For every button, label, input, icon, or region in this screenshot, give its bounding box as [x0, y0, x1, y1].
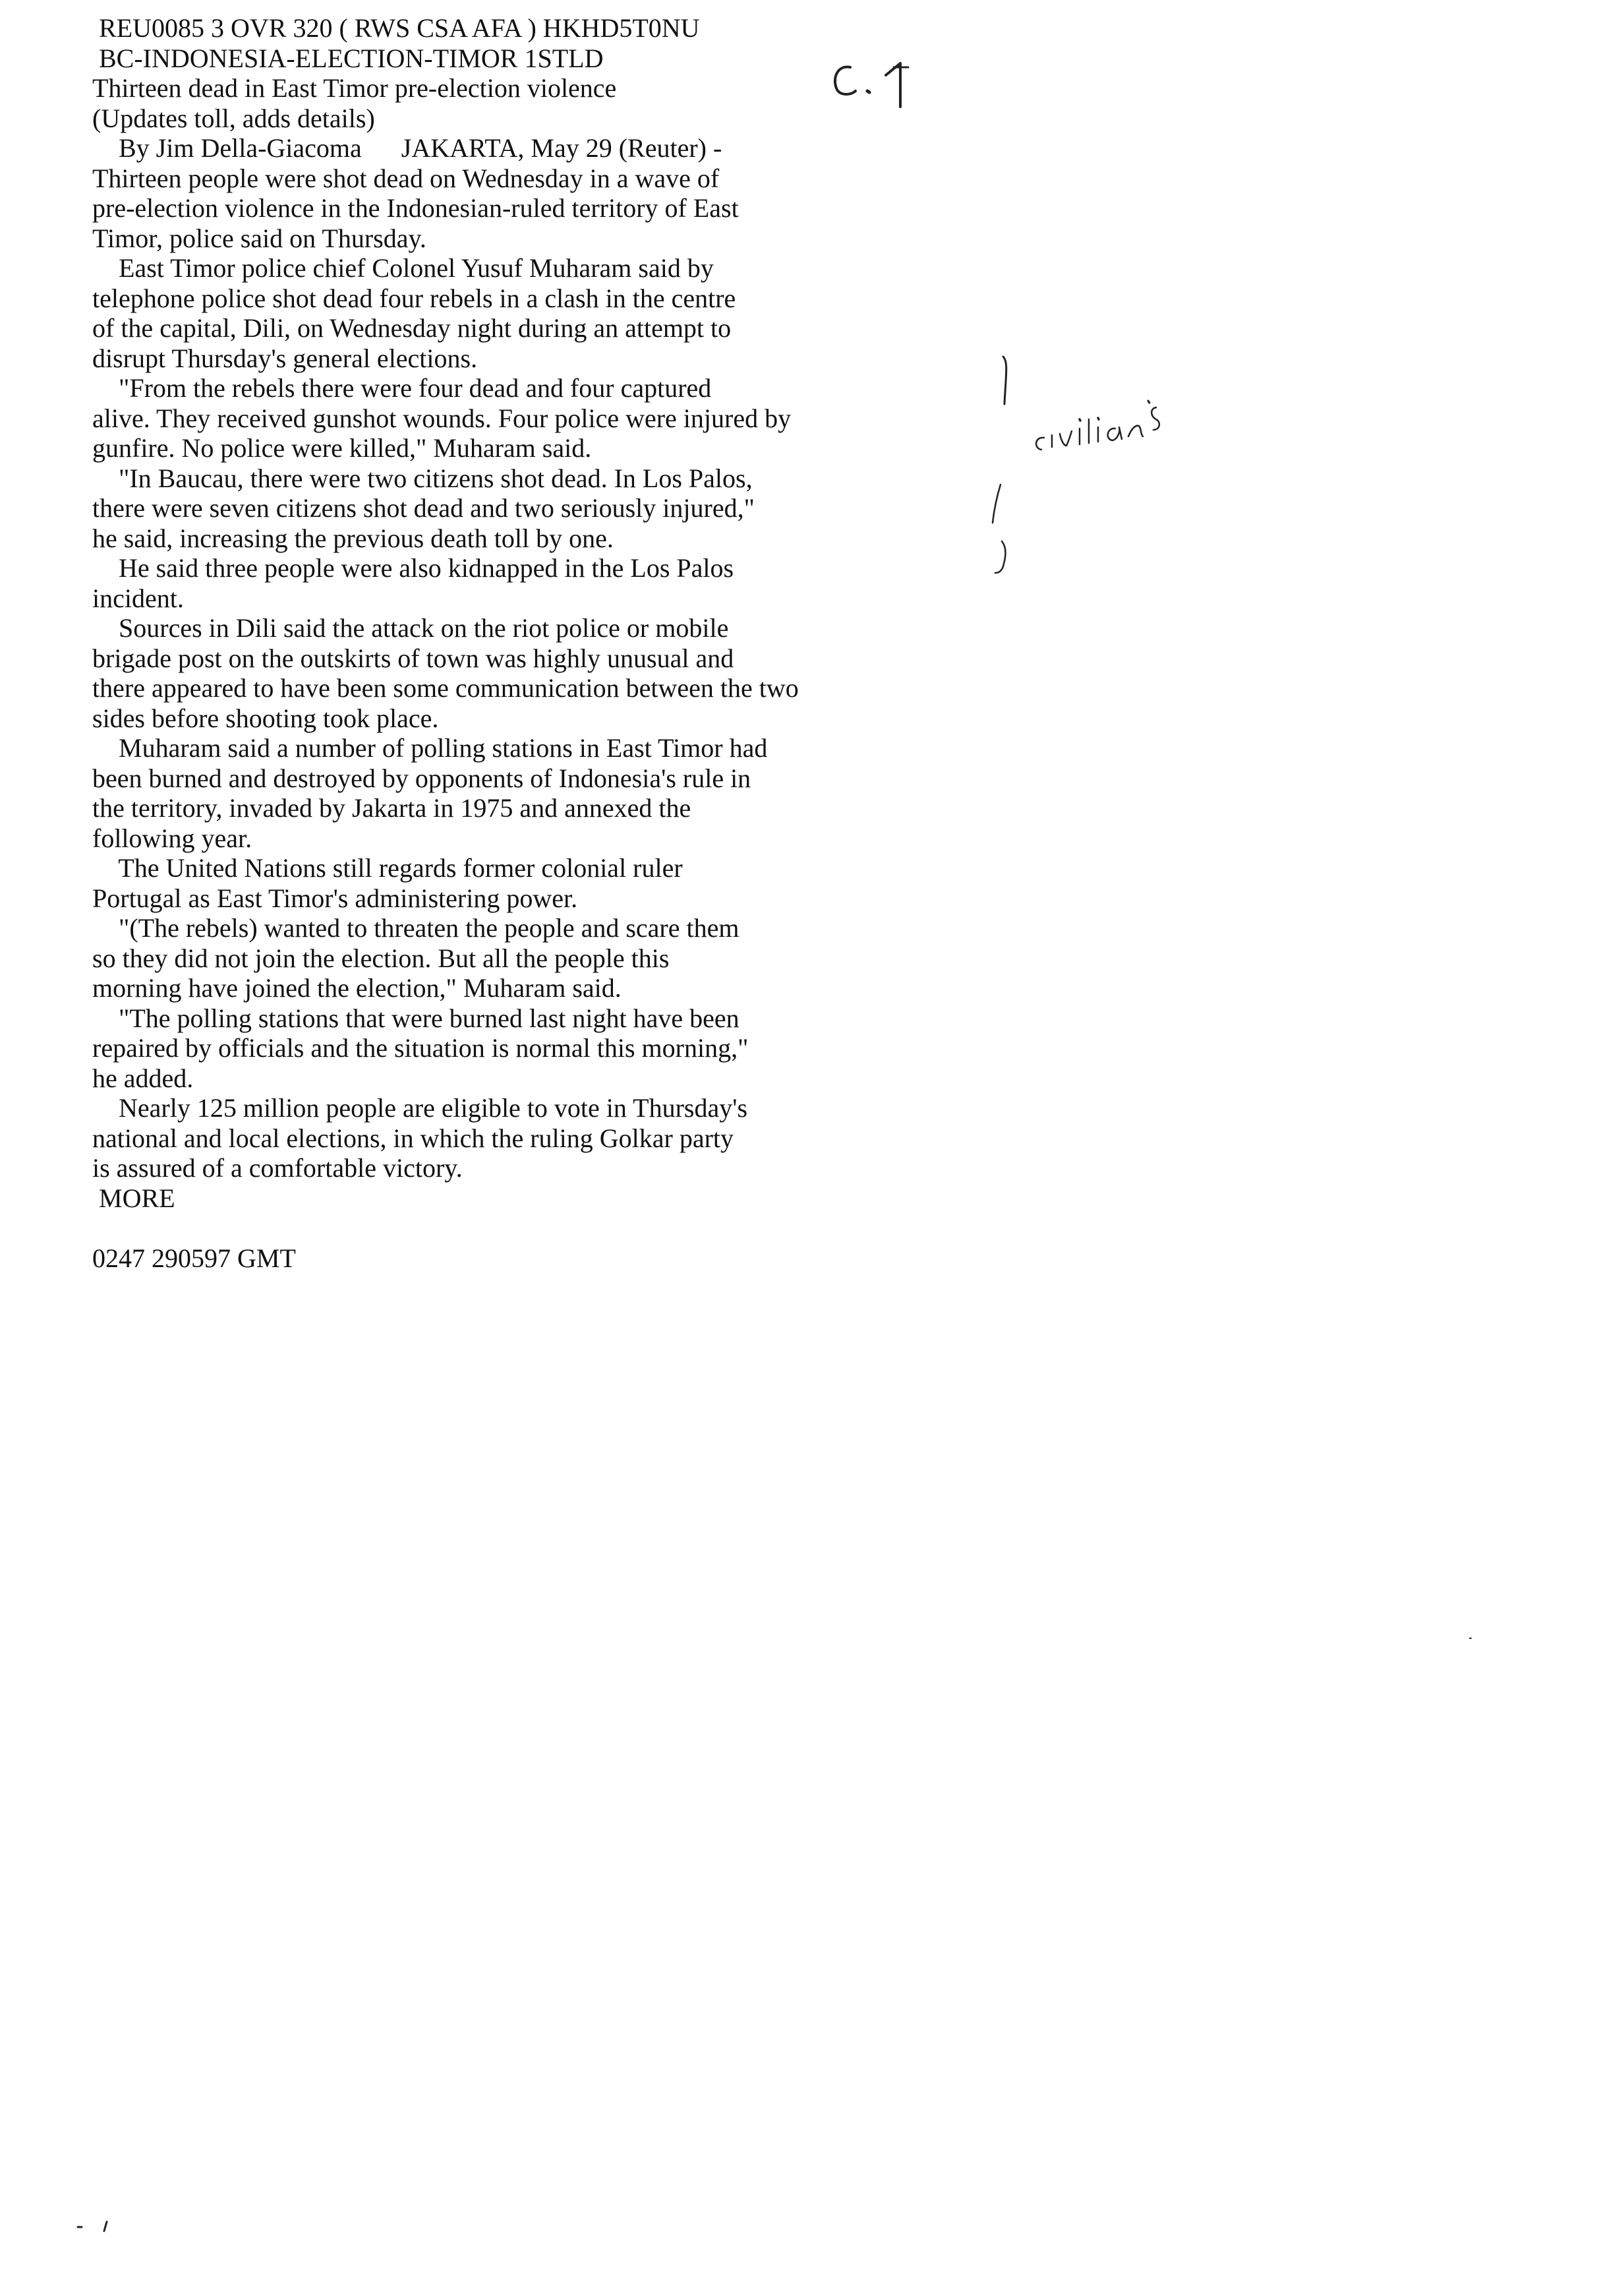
body-line: brigade post on the outskirts of town was highly unusual and — [92, 643, 734, 673]
headline: Thirteen dead in East Timor pre-election violence — [92, 73, 617, 103]
body-line: morning have joined the election," Muharam said. — [92, 973, 622, 1003]
body-line: is assured of a comfortable victory. — [92, 1153, 463, 1183]
handwritten-margin-note — [1028, 389, 1206, 461]
body-line: there were seven citizens shot dead and two seriously injured," — [92, 493, 755, 523]
body-line: gunfire. No police were killed," Muharam said. — [92, 433, 592, 463]
body-line: East Timor police chief Colonel Yusuf Muharam said by — [92, 253, 714, 283]
byline: By Jim Della-Giacoma JAKARTA, May 29 (Reuter) - — [92, 133, 722, 163]
body-line: Portugal as East Timor's administering power. — [92, 883, 578, 913]
slug-header-line: REU0085 3 OVR 320 ( RWS CSA AFA ) HKHD5T0NU — [92, 13, 700, 43]
wire-story-text — [92, 13, 949, 1273]
body-line: Muharam said a number of polling stations in East Timor had — [92, 733, 768, 763]
body-line: been burned and destroyed by opponents of Indonesia's rule in — [92, 763, 751, 793]
body-line: alive. They received gunshot wounds. Four police were injured by — [92, 403, 792, 433]
handwritten-margin-brackets — [962, 353, 1015, 577]
body-line: national and local elections, in which the ruling Golkar party — [92, 1123, 734, 1153]
body-line: he said, increasing the previous death toll by one. — [92, 523, 614, 553]
body-line: there appeared to have been some communication between the two — [92, 673, 799, 703]
body-line: so they did not join the election. But all the people this — [92, 943, 670, 973]
body-line: telephone police shot dead four rebels in a clash in the centre — [92, 283, 736, 313]
body-line: disrupt Thursday's general elections. — [92, 343, 478, 373]
slug-keyword-line: BC-INDONESIA-ELECTION-TIMOR 1STLD — [92, 43, 604, 73]
body-line: Thirteen people were shot dead on Wednesday in a wave of — [92, 163, 720, 193]
body-line: incident. — [92, 583, 184, 613]
body-line: Timor, police said on Thursday. — [92, 223, 426, 253]
handwritten-corner-mark — [817, 53, 923, 112]
spacer — [92, 1213, 949, 1243]
more-marker: MORE — [92, 1183, 175, 1213]
body-line: Sources in Dili said the attack on the riot police or mobile — [92, 613, 729, 643]
body-line: of the capital, Dili, on Wednesday night during an attempt to — [92, 313, 732, 343]
transmission-timestamp: 0247 290597 GMT — [92, 1243, 296, 1273]
body-line: following year. — [92, 823, 252, 853]
body-line: "(The rebels) wanted to threaten the people and scare them — [92, 913, 740, 943]
body-line: sides before shooting took place. — [92, 703, 439, 733]
body-line: "From the rebels there were four dead and four captured — [92, 373, 712, 403]
body-line: pre-election violence in the Indonesian-ruled territory of East — [92, 193, 739, 223]
scan-speck — [1467, 1635, 1474, 1642]
stray-scan-marks — [72, 2215, 125, 2235]
body-line: The United Nations still regards former colonial ruler — [92, 853, 683, 883]
body-line: repaired by officials and the situation is normal this morning," — [92, 1033, 749, 1063]
body-line: he added. — [92, 1063, 194, 1093]
body-line: He said three people were also kidnapped in the Los Palos — [92, 553, 734, 583]
body-line: "In Baucau, there were two citizens shot dead. In Los Palos, — [92, 463, 753, 493]
update-note: (Updates toll, adds details) — [92, 103, 375, 133]
body-line: "The polling stations that were burned last night have been — [92, 1003, 740, 1033]
body-line: the territory, invaded by Jakarta in 1975 and annexed the — [92, 793, 691, 823]
body-line: Nearly 125 million people are eligible to vote in Thursday's — [92, 1093, 748, 1123]
